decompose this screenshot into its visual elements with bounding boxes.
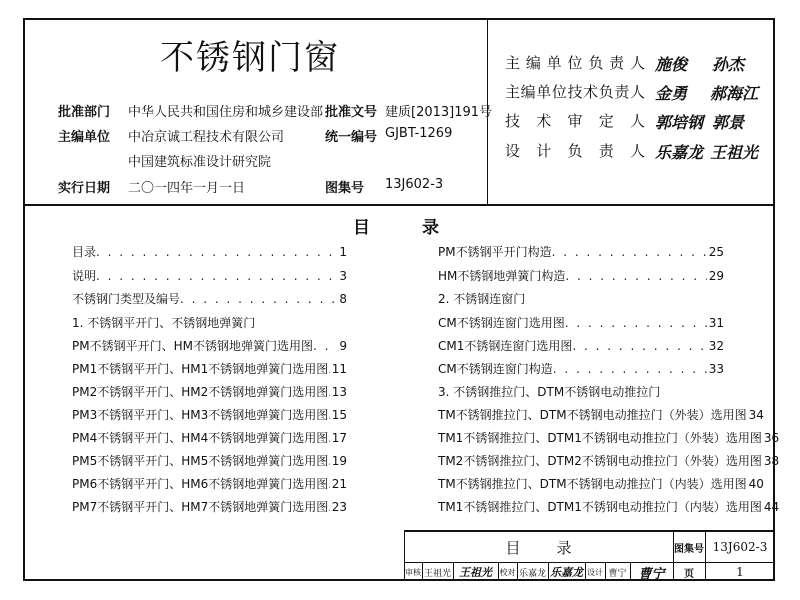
toc-leader-dots <box>565 268 706 284</box>
responsible-row <box>505 110 645 131</box>
toc-entry[interactable] <box>438 430 780 446</box>
toc-entry-title: 说明 <box>72 269 97 283</box>
toc-entry-title: PM4不锈钢平开门、HM4不锈钢地弹簧门选用图 <box>72 431 329 445</box>
atlas-no-value: 13J602-3 <box>385 177 444 192</box>
toc-entry-page: 36 <box>763 431 780 445</box>
header-horizontal-divider <box>23 204 775 206</box>
responsible-row <box>505 52 645 73</box>
toc-entry[interactable] <box>72 430 347 446</box>
toc-section-heading: 3. 不锈钢推拉门、DTM不锈钢电动推拉门 <box>438 385 661 399</box>
toc-heading-right: 录 <box>422 218 439 238</box>
toc-entry-title: PM1不锈钢平开门、HM1不锈钢地弹簧门选用图 <box>72 362 329 376</box>
toc-entry[interactable] <box>72 291 347 307</box>
toc-entry[interactable] <box>72 244 347 260</box>
unified-no-value: GJBT-1269 <box>385 126 453 141</box>
toc-entry[interactable] <box>438 268 724 284</box>
toc-entry-title: PM5不锈钢平开门、HM5不锈钢地弹簧门选用图 <box>72 454 329 468</box>
toc-entry-title: CM不锈钢连窗门构造 <box>438 362 553 376</box>
toc-entry[interactable] <box>72 338 347 354</box>
toc-entry-title: CM不锈钢连窗门选用图 <box>438 316 565 330</box>
toc-entry-page: 13 <box>331 385 347 399</box>
toc-heading-left: 目 <box>353 218 370 238</box>
toc-entry[interactable] <box>438 361 724 377</box>
responsible-label: 技术审定人 <box>505 112 645 130</box>
toc-entry[interactable] <box>438 476 764 492</box>
toc-entry[interactable] <box>438 407 764 423</box>
title-block <box>404 530 775 581</box>
toc-entry-page: 1 <box>339 245 347 259</box>
toc-entry-title: 不锈钢门类型及编号 <box>72 292 181 306</box>
toc-entry-page: 38 <box>763 454 780 468</box>
signature: 郝海江 <box>710 84 759 103</box>
signature: 施俊 <box>655 55 688 74</box>
document-title: 不锈钢门窗 <box>160 38 340 78</box>
responsible-row <box>505 140 645 161</box>
unified-no-label: 统一编号 <box>325 130 378 145</box>
page-label: 页 <box>684 568 694 580</box>
toc-entry-page: 19 <box>331 454 347 468</box>
toc-entry-title: TM1不锈钢推拉门、DTM1不锈钢电动推拉门（外装）选用图 <box>438 431 762 445</box>
toc-leader-dots <box>180 291 337 307</box>
design-signature: 曹宁 <box>638 566 665 582</box>
toc-entry-title: PM7不锈钢平开门、HM7不锈钢地弹簧门选用图 <box>72 500 329 514</box>
toc-entry-title: HM不锈钢地弹簧门构造 <box>438 269 566 283</box>
approval-dept-value: 中华人民共和国住房和城乡建设部 <box>128 105 324 120</box>
signature: 乐嘉龙 <box>655 143 704 162</box>
check-name: 乐嘉龙 <box>518 568 546 579</box>
approval-docno-label: 批准文号 <box>325 105 378 120</box>
toc-section-heading: 1. 不锈钢平开门、不锈钢地弹簧门 <box>72 316 256 330</box>
signature: 郭培钢 <box>655 113 704 132</box>
responsible-label: 主编单位技术负责人 <box>505 83 645 101</box>
toc-entry-page: 23 <box>331 500 347 514</box>
toc-entry[interactable] <box>72 453 347 469</box>
toc-entry[interactable] <box>438 453 780 469</box>
approval-dept-label: 批准部门 <box>58 105 111 120</box>
signature: 王祖光 <box>710 143 759 162</box>
toc-entry-title: PM6不锈钢平开门、HM6不锈钢地弹簧门选用图 <box>72 477 329 491</box>
responsible-label: 设计负责人 <box>505 142 645 160</box>
editor-value-2: 中国建筑标准设计研究院 <box>128 155 272 170</box>
signature: 孙杰 <box>712 55 745 74</box>
toc-entry[interactable] <box>72 384 347 400</box>
toc-entry-page: 17 <box>331 431 347 445</box>
review-name: 王祖光 <box>423 568 451 579</box>
toc-entry-page: 29 <box>708 269 724 283</box>
toc-entry-title: PM2不锈钢平开门、HM2不锈钢地弹簧门选用图 <box>72 385 329 399</box>
toc-entry-title: 目录 <box>72 245 97 259</box>
toc-entry[interactable] <box>72 268 347 284</box>
page-value: 1 <box>736 565 744 579</box>
toc-entry-title: TM1不锈钢推拉门、DTM1不锈钢电动推拉门（内装）选用图 <box>438 500 762 514</box>
approval-docno-value: 建质[2013]191号 <box>385 105 493 120</box>
toc-entry-page: 40 <box>748 477 764 491</box>
toc-entry-page: 8 <box>339 292 347 306</box>
signature: 金勇 <box>655 84 688 103</box>
toc-entry-title: PM不锈钢平开门、HM不锈钢地弹簧门选用图 <box>72 339 313 353</box>
toc-entry-page: 9 <box>339 339 347 353</box>
toc-entry-page: 3 <box>339 269 347 283</box>
toc-entry-page: 34 <box>748 408 764 422</box>
responsible-row <box>505 81 645 102</box>
toc-entry-title: TM2不锈钢推拉门、DTM2不锈钢电动推拉门（外装）选用图 <box>438 454 762 468</box>
editor-label: 主编单位 <box>58 130 111 145</box>
toc-entry-page: 25 <box>708 245 724 259</box>
date-label: 实行日期 <box>58 181 111 196</box>
toc-entry-page: 15 <box>331 408 347 422</box>
toc-entry[interactable] <box>438 315 724 331</box>
review-label: 审核 <box>405 567 421 577</box>
design-name: 曹宁 <box>608 568 627 579</box>
toc-entry[interactable] <box>72 476 347 492</box>
design-label: 设计 <box>587 567 603 577</box>
responsible-label: 主编单位负责人 <box>505 54 645 72</box>
review-signature: 王祖光 <box>459 566 492 579</box>
toc-leader-dots <box>553 361 707 377</box>
check-label: 校对 <box>499 567 516 577</box>
toc-entry-title: TM不锈钢推拉门、DTM不锈钢电动推拉门（内装）选用图 <box>438 477 747 491</box>
toc-entry-page: 33 <box>708 362 724 376</box>
toc-entry[interactable] <box>72 407 347 423</box>
toc-entry-title: CM1不锈钢连窗门选用图 <box>438 339 573 353</box>
toc-section-heading: 2. 不锈钢连窗门 <box>438 292 526 306</box>
toc-entry[interactable] <box>438 338 724 354</box>
signature: 郭景 <box>712 113 745 132</box>
toc-entry-title: PM不锈钢平开门构造 <box>438 245 552 259</box>
toc-entry-title: TM不锈钢推拉门、DTM不锈钢电动推拉门（外装）选用图 <box>438 408 747 422</box>
toc-entry[interactable] <box>72 361 347 377</box>
title-block-atlas-value: 13J602-3 <box>712 540 768 554</box>
toc-leader-dots <box>552 244 707 260</box>
toc-entry-page: 11 <box>331 362 347 376</box>
toc-entry[interactable] <box>438 244 724 260</box>
atlas-no-label: 图集号 <box>325 181 365 196</box>
date-value: 二〇一四年一月一日 <box>128 181 246 196</box>
toc-leader-dots <box>96 244 337 260</box>
editor-value-1: 中冶京诚工程技术有限公司 <box>128 130 285 145</box>
toc-leader-dots <box>96 268 337 284</box>
toc-entry-page: 44 <box>763 500 780 514</box>
toc-leader-dots <box>313 338 337 354</box>
check-signature: 乐嘉龙 <box>550 566 583 579</box>
toc-entry-title: PM3不锈钢平开门、HM3不锈钢地弹簧门选用图 <box>72 408 329 422</box>
toc-leader-dots <box>565 315 707 331</box>
title-block-atlas-label: 图集号 <box>674 543 704 555</box>
toc-entry[interactable] <box>438 499 780 515</box>
toc-entry[interactable] <box>72 499 347 515</box>
toc-leader-dots <box>572 338 706 354</box>
toc-entry-page: 21 <box>331 477 347 491</box>
title-block-title: 目录 <box>505 538 608 557</box>
toc-entry-page: 32 <box>708 339 724 353</box>
toc-entry-page: 31 <box>708 316 724 330</box>
